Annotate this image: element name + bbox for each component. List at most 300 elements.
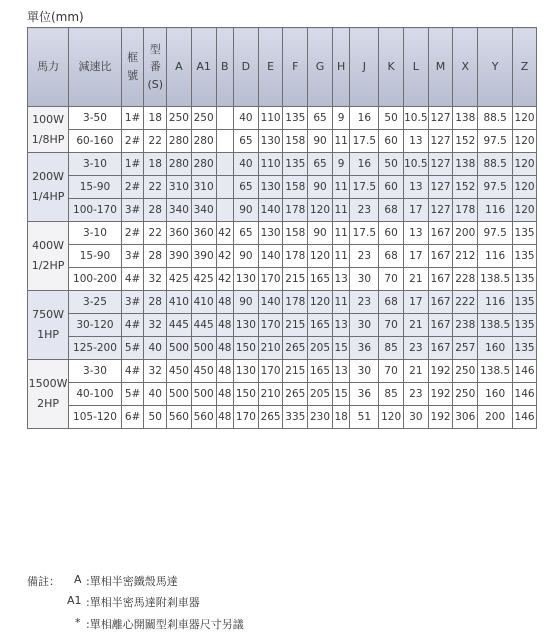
table-cell: 560: [167, 406, 192, 429]
table-cell: 265: [283, 383, 308, 406]
table-cell: 130: [258, 176, 283, 199]
table-cell: 230: [308, 406, 333, 429]
header-power: 馬力: [28, 28, 69, 107]
table-cell: 215: [283, 268, 308, 291]
table-row: [28, 245, 537, 268]
table-cell: 3#: [121, 291, 144, 314]
table-cell: 40: [234, 107, 259, 130]
table-row: [28, 337, 537, 360]
table-cell: 500: [167, 337, 192, 360]
header-dim: E: [258, 28, 283, 107]
power-line: 100W: [32, 112, 65, 126]
table-cell: 11: [332, 291, 350, 314]
table-cell: 85: [379, 383, 404, 406]
header-dim: D: [234, 28, 259, 107]
table-cell: 65: [234, 176, 259, 199]
table-cell: 192: [428, 360, 453, 383]
table-body: [28, 107, 537, 429]
table-cell: 222: [453, 291, 478, 314]
table-cell: 165: [308, 268, 333, 291]
table-cell: 130: [234, 314, 259, 337]
table-cell: 88.5: [478, 107, 513, 130]
table-cell: 18: [332, 406, 350, 429]
table-cell: 210: [258, 337, 283, 360]
table-cell: 280: [167, 130, 192, 153]
table-cell: 140: [258, 199, 283, 222]
table-cell: 138.5: [478, 360, 513, 383]
table-cell: 21: [403, 360, 428, 383]
table-cell: 140: [258, 245, 283, 268]
table-cell: 110: [258, 107, 283, 130]
table-cell: 178: [283, 245, 308, 268]
table-cell: 60: [379, 222, 404, 245]
table-cell: 167: [428, 314, 453, 337]
table-cell: 120: [513, 199, 537, 222]
table-cell: 10.5: [403, 107, 428, 130]
table-cell: 205: [308, 383, 333, 406]
table-cell: 167: [428, 222, 453, 245]
table-cell: 36: [350, 383, 379, 406]
table-row: [28, 360, 537, 383]
table-cell: 23: [403, 383, 428, 406]
table-cell: 500: [191, 383, 216, 406]
table-cell: 238: [453, 314, 478, 337]
table-cell: 3#: [121, 199, 144, 222]
table-cell: 97.5: [478, 176, 513, 199]
table-cell: 110: [258, 153, 283, 176]
header-dim: Z: [513, 28, 537, 107]
ratio-cell: 15-90: [69, 176, 122, 199]
table-cell: 280: [191, 130, 216, 153]
header-dim: G: [308, 28, 333, 107]
table-cell: 97.5: [478, 130, 513, 153]
table-cell: 68: [379, 199, 404, 222]
table-cell: 13: [403, 130, 428, 153]
table-cell: 70: [379, 268, 404, 291]
table-cell: 97.5: [478, 222, 513, 245]
table-cell: 22: [144, 130, 167, 153]
table-cell: 13: [332, 360, 350, 383]
table-cell: 200: [453, 222, 478, 245]
table-cell: 30: [350, 360, 379, 383]
power-cell: [28, 107, 69, 153]
table-cell: 135: [513, 314, 537, 337]
table-cell: 500: [167, 383, 192, 406]
table-cell: 130: [234, 360, 259, 383]
table-cell: 215: [283, 360, 308, 383]
table-cell: 5#: [121, 383, 144, 406]
power-cell: [28, 222, 69, 291]
table-cell: 158: [283, 222, 308, 245]
ratio-cell: 40-100: [69, 383, 122, 406]
table-cell: 152: [453, 176, 478, 199]
table-cell: 42: [216, 222, 234, 245]
table-cell: 22: [144, 176, 167, 199]
table-cell: 138.5: [478, 268, 513, 291]
table-cell: [216, 199, 234, 222]
table-row: [28, 130, 537, 153]
header-dim: F: [283, 28, 308, 107]
power-cell: [28, 153, 69, 222]
table-cell: 138.5: [478, 314, 513, 337]
table-cell: 120: [308, 245, 333, 268]
table-cell: 48: [216, 337, 234, 360]
power-line: 750W: [32, 308, 65, 322]
table-cell: 130: [258, 222, 283, 245]
table-row: [28, 383, 537, 406]
table-cell: 90: [308, 222, 333, 245]
table-row: [28, 222, 537, 245]
table-cell: 11: [332, 130, 350, 153]
table-cell: 146: [513, 383, 537, 406]
table-cell: 410: [167, 291, 192, 314]
table-row: [28, 314, 537, 337]
header-dim: L: [403, 28, 428, 107]
header-model: [144, 28, 167, 107]
table-cell: 51: [350, 406, 379, 429]
table-cell: 160: [478, 383, 513, 406]
table-cell: 70: [379, 314, 404, 337]
table-cell: 445: [191, 314, 216, 337]
table-cell: 500: [191, 337, 216, 360]
note-key: A: [74, 573, 82, 586]
table-cell: 178: [283, 291, 308, 314]
table-cell: 21: [403, 268, 428, 291]
table-cell: 167: [428, 245, 453, 268]
table-row: [28, 107, 537, 130]
ratio-cell: 15-90: [69, 245, 122, 268]
table-cell: 6#: [121, 406, 144, 429]
table-cell: 28: [144, 291, 167, 314]
header-frame-line: 框: [127, 51, 139, 65]
table-cell: 165: [308, 314, 333, 337]
note-key: A1: [67, 594, 82, 607]
table-cell: 21: [403, 314, 428, 337]
table-cell: 410: [191, 291, 216, 314]
table-cell: 30: [350, 314, 379, 337]
table-cell: 280: [167, 153, 192, 176]
table-cell: 65: [308, 153, 333, 176]
table-cell: 30: [350, 268, 379, 291]
table-cell: 167: [428, 337, 453, 360]
table-cell: 130: [234, 268, 259, 291]
table-cell: 135: [513, 222, 537, 245]
table-cell: 48: [216, 291, 234, 314]
table-cell: 178: [453, 199, 478, 222]
header-dim: K: [379, 28, 404, 107]
table-cell: 425: [191, 268, 216, 291]
table-cell: 48: [216, 383, 234, 406]
table-cell: 390: [167, 245, 192, 268]
table-cell: 265: [283, 337, 308, 360]
table-cell: 50: [379, 107, 404, 130]
table-cell: 90: [234, 245, 259, 268]
ratio-cell: 3-10: [69, 222, 122, 245]
table-cell: 3#: [121, 245, 144, 268]
table-cell: 425: [167, 268, 192, 291]
table-cell: 23: [350, 291, 379, 314]
table-cell: 42: [216, 245, 234, 268]
table-cell: 158: [283, 176, 308, 199]
table-cell: 165: [308, 360, 333, 383]
header-dim: X: [453, 28, 478, 107]
table-cell: 50: [379, 153, 404, 176]
table-cell: 18: [144, 153, 167, 176]
table-cell: 127: [428, 176, 453, 199]
table-cell: 32: [144, 268, 167, 291]
table-cell: 16: [350, 153, 379, 176]
table-cell: 200: [478, 406, 513, 429]
ratio-cell: 125-200: [69, 337, 122, 360]
table-cell: 130: [258, 130, 283, 153]
table-cell: 88.5: [478, 153, 513, 176]
table-cell: 4#: [121, 360, 144, 383]
header-model-line: 番: [149, 60, 161, 74]
table-cell: 127: [428, 130, 453, 153]
table-cell: 11: [332, 222, 350, 245]
table-cell: 178: [283, 199, 308, 222]
header-dim: A1: [191, 28, 216, 107]
table-cell: 50: [144, 406, 167, 429]
table-cell: 5#: [121, 337, 144, 360]
power-line: 400W: [32, 239, 65, 253]
power-line: 1/8HP: [31, 132, 65, 146]
table-cell: 40: [234, 153, 259, 176]
table-cell: 17: [403, 245, 428, 268]
table-cell: 120: [308, 199, 333, 222]
header-dim: M: [428, 28, 453, 107]
spec-table: [27, 27, 537, 429]
table-cell: 23: [403, 337, 428, 360]
table-cell: 170: [234, 406, 259, 429]
table-row: [28, 291, 537, 314]
table-cell: 30: [403, 406, 428, 429]
table-cell: 48: [216, 360, 234, 383]
table-cell: 205: [308, 337, 333, 360]
table-cell: 15: [332, 337, 350, 360]
table-cell: [216, 176, 234, 199]
table-cell: 250: [453, 383, 478, 406]
table-cell: 250: [453, 360, 478, 383]
table-cell: 17: [403, 291, 428, 314]
table-cell: 120: [379, 406, 404, 429]
table-cell: 13: [332, 314, 350, 337]
table-cell: 90: [234, 291, 259, 314]
header-model-line: (S): [147, 77, 164, 91]
table-cell: 135: [513, 337, 537, 360]
table-cell: 127: [428, 199, 453, 222]
table-cell: 135: [513, 245, 537, 268]
table-cell: 90: [308, 130, 333, 153]
table-cell: 160: [478, 337, 513, 360]
header-frame-line: 號: [127, 69, 139, 82]
table-cell: 146: [513, 360, 537, 383]
table-cell: 450: [191, 360, 216, 383]
table-cell: 23: [350, 245, 379, 268]
table-cell: 2#: [121, 222, 144, 245]
table-cell: 32: [144, 360, 167, 383]
table-cell: 450: [167, 360, 192, 383]
table-cell: 257: [453, 337, 478, 360]
table-cell: 192: [428, 383, 453, 406]
table-cell: 116: [478, 245, 513, 268]
table-cell: 22: [144, 222, 167, 245]
table-cell: 138: [453, 107, 478, 130]
power-line: 200W: [32, 170, 65, 184]
table-cell: 1#: [121, 153, 144, 176]
table-cell: 170: [258, 268, 283, 291]
header-ratio: 減速比: [69, 28, 122, 107]
table-cell: 28: [144, 245, 167, 268]
table-cell: 250: [191, 107, 216, 130]
table-row: [28, 268, 537, 291]
header-dim: J: [350, 28, 379, 107]
table-cell: [216, 153, 234, 176]
notes-title: 備註：: [27, 575, 60, 588]
power-line: 1HP: [37, 328, 60, 341]
table-cell: 42: [216, 268, 234, 291]
ratio-cell: 3-25: [69, 291, 122, 314]
header-row: [28, 28, 537, 107]
table-cell: 2#: [121, 130, 144, 153]
table-cell: 135: [283, 107, 308, 130]
table-cell: 9: [332, 153, 350, 176]
note-text: :單相離心開關型剎車器尺寸另議: [86, 618, 244, 631]
table-cell: 167: [428, 291, 453, 314]
table-cell: 9: [332, 107, 350, 130]
table-cell: 48: [216, 314, 234, 337]
table-cell: 11: [332, 176, 350, 199]
table-cell: 68: [379, 245, 404, 268]
table-cell: 60: [379, 176, 404, 199]
table-cell: 560: [191, 406, 216, 429]
table-cell: 360: [167, 222, 192, 245]
table-cell: 15: [332, 383, 350, 406]
table-cell: 280: [191, 153, 216, 176]
power-cell: [28, 291, 69, 360]
table-cell: 65: [308, 107, 333, 130]
table-cell: 135: [283, 153, 308, 176]
table-cell: 36: [350, 337, 379, 360]
table-cell: 4#: [121, 314, 144, 337]
table-cell: 18: [144, 107, 167, 130]
ratio-cell: 3-50: [69, 107, 122, 130]
table-cell: 116: [478, 291, 513, 314]
table-cell: 23: [350, 199, 379, 222]
table-cell: 135: [513, 268, 537, 291]
table-cell: 17: [403, 199, 428, 222]
table-cell: 13: [403, 176, 428, 199]
table-cell: 306: [453, 406, 478, 429]
table-cell: 28: [144, 199, 167, 222]
unit-label: 單位(mm): [27, 10, 84, 24]
table-cell: 116: [478, 199, 513, 222]
header-dim: A: [167, 28, 192, 107]
table-cell: 138: [453, 153, 478, 176]
ratio-cell: 60-160: [69, 130, 122, 153]
table-cell: 250: [167, 107, 192, 130]
ratio-cell: 30-120: [69, 314, 122, 337]
table-cell: 265: [258, 406, 283, 429]
table-cell: 210: [258, 383, 283, 406]
power-line: 1/2HP: [31, 259, 65, 272]
table-cell: 120: [513, 153, 537, 176]
header-dim: Y: [478, 28, 513, 107]
table-cell: 60: [379, 130, 404, 153]
table-cell: [216, 130, 234, 153]
table-cell: 310: [167, 176, 192, 199]
table-cell: 127: [428, 107, 453, 130]
ratio-cell: 3-10: [69, 153, 122, 176]
table-cell: 40: [144, 383, 167, 406]
table-row: [28, 176, 537, 199]
table-cell: 150: [234, 337, 259, 360]
table-cell: 17.5: [350, 222, 379, 245]
table-cell: 120: [308, 291, 333, 314]
table-cell: 228: [453, 268, 478, 291]
table-cell: 2#: [121, 176, 144, 199]
table-cell: 10.5: [403, 153, 428, 176]
table-cell: 13: [332, 268, 350, 291]
table-cell: 335: [283, 406, 308, 429]
table-cell: 68: [379, 291, 404, 314]
ratio-cell: 100-200: [69, 268, 122, 291]
table-cell: 152: [453, 130, 478, 153]
header-dim: H: [332, 28, 350, 107]
header-dim: B: [216, 28, 234, 107]
table-cell: 215: [283, 314, 308, 337]
note-text: :單相半密鐵殼馬達: [86, 575, 178, 588]
ratio-cell: 100-170: [69, 199, 122, 222]
table-cell: 340: [191, 199, 216, 222]
table-cell: 135: [513, 291, 537, 314]
table-cell: [216, 107, 234, 130]
power-line: 1500W: [28, 377, 68, 391]
table-cell: 17.5: [350, 176, 379, 199]
table-cell: 1#: [121, 107, 144, 130]
header-model-line: 型: [149, 42, 161, 56]
table-cell: 158: [283, 130, 308, 153]
table-cell: 170: [258, 314, 283, 337]
table-cell: 390: [191, 245, 216, 268]
table-cell: 4#: [121, 268, 144, 291]
table-cell: 48: [216, 406, 234, 429]
table-cell: 40: [144, 337, 167, 360]
power-cell: [28, 360, 69, 429]
ratio-cell: 3-30: [69, 360, 122, 383]
table-row: [28, 406, 537, 429]
table-cell: 13: [403, 222, 428, 245]
table-cell: 120: [513, 107, 537, 130]
table-cell: 167: [428, 268, 453, 291]
table-cell: 11: [332, 199, 350, 222]
table-cell: 16: [350, 107, 379, 130]
note-text: :單相半密馬達附剎車器: [86, 596, 200, 609]
table-cell: 340: [167, 199, 192, 222]
table-cell: 445: [167, 314, 192, 337]
table-cell: 146: [513, 406, 537, 429]
table-cell: 120: [513, 130, 537, 153]
table-cell: 85: [379, 337, 404, 360]
header-frame: [121, 28, 144, 107]
table-cell: 127: [428, 153, 453, 176]
table-cell: 360: [191, 222, 216, 245]
table-row: [28, 199, 537, 222]
table-cell: 70: [379, 360, 404, 383]
table-cell: 65: [234, 130, 259, 153]
table-cell: 192: [428, 406, 453, 429]
table-cell: 212: [453, 245, 478, 268]
